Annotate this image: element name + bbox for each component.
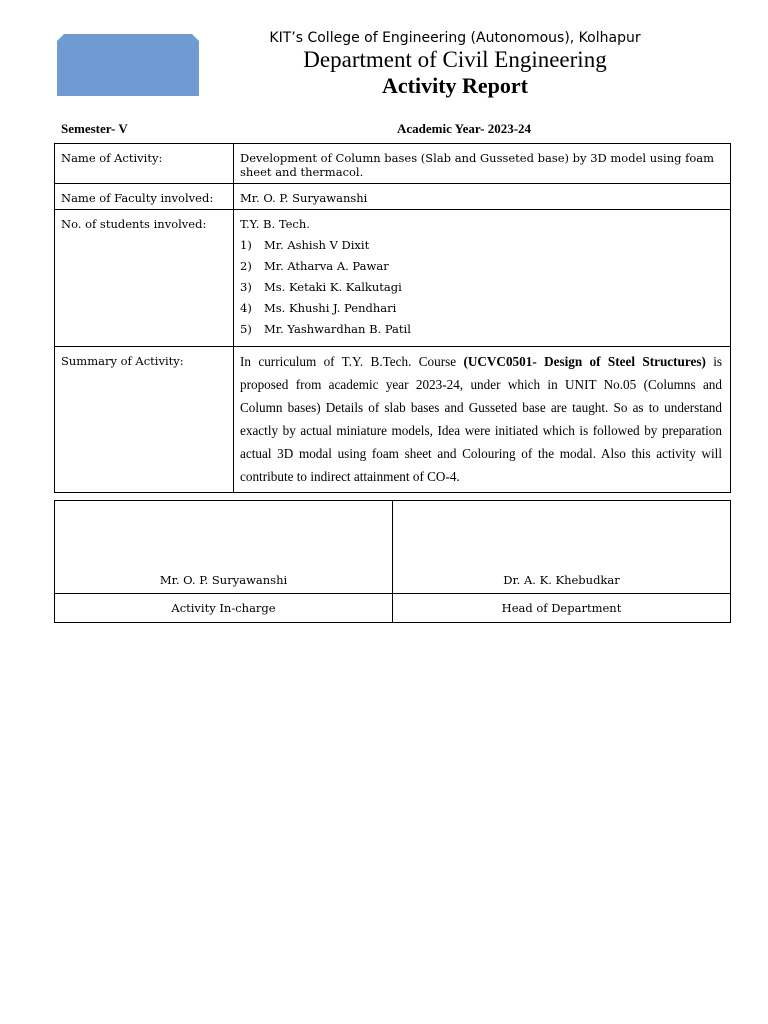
hod-role: Head of Department: [393, 594, 731, 623]
college-logo: [57, 34, 199, 96]
students-label: No. of students involved:: [55, 210, 234, 347]
incharge-role: Activity In-charge: [55, 594, 393, 623]
hod-signature-name: Dr. A. K. Khebudkar: [393, 501, 731, 594]
semester-label: Semester- V: [61, 121, 128, 136]
activity-details-table: [54, 143, 731, 493]
row-students: [55, 210, 731, 347]
row-activity: [55, 144, 731, 184]
students-cell: [234, 210, 731, 347]
activity-name-value: Development of Column bases (Slab and Gusseted base) by 3D model using foam sheet and thermacol.: [234, 144, 731, 184]
row-faculty: [55, 184, 731, 210]
student-item: 1) Mr. Ashish V Dixit: [240, 238, 370, 252]
student-item: 3) Ms. Ketaki K. Kalkutagi: [240, 280, 402, 294]
academic-year-label: Academic Year- 2023-24: [397, 121, 532, 136]
summary-text: In curriculum of T.Y. B.Tech. Course (UCVC0501- Design of Steel Structures) is proposed from academic year 2023-24, under which in UNIT No.05 (Columns and Column bases) Details of slab bases and Gusseted base are taught. So as to understand exactly by actual miniature models, Idea were initiated which is followed by preparation actual 3D modal using foam sheet and Colouring of the modal. Also this activity will contribute to indirect attainment of CO-4.: [240, 354, 723, 485]
student-item: 5) Mr. Yashwardhan B. Patil: [240, 322, 411, 336]
summary-cell: [234, 347, 731, 493]
summary-label: Summary of Activity:: [55, 347, 234, 493]
course-code: (UCVC0501- Design of Steel Structures): [463, 354, 706, 369]
faculty-value: Mr. O. P. Suryawanshi: [234, 184, 731, 210]
student-item: 4) Ms. Khushi J. Pendhari: [240, 301, 397, 315]
signature-table: [54, 500, 731, 623]
college-name: KIT’s College of Engineering (Autonomous), Kolhapur: [269, 30, 641, 46]
students-class: T.Y. B. Tech.: [240, 217, 310, 231]
report-title: Activity Report: [381, 73, 528, 98]
incharge-signature-name: Mr. O. P. Suryawanshi: [55, 501, 393, 594]
department-name: Department of Civil Engineering: [303, 47, 607, 72]
activity-name-label: Name of Activity:: [55, 144, 234, 184]
row-summary: [55, 347, 731, 493]
faculty-label: Name of Faculty involved:: [55, 184, 234, 210]
student-item: 2) Mr. Atharva A. Pawar: [240, 259, 389, 273]
